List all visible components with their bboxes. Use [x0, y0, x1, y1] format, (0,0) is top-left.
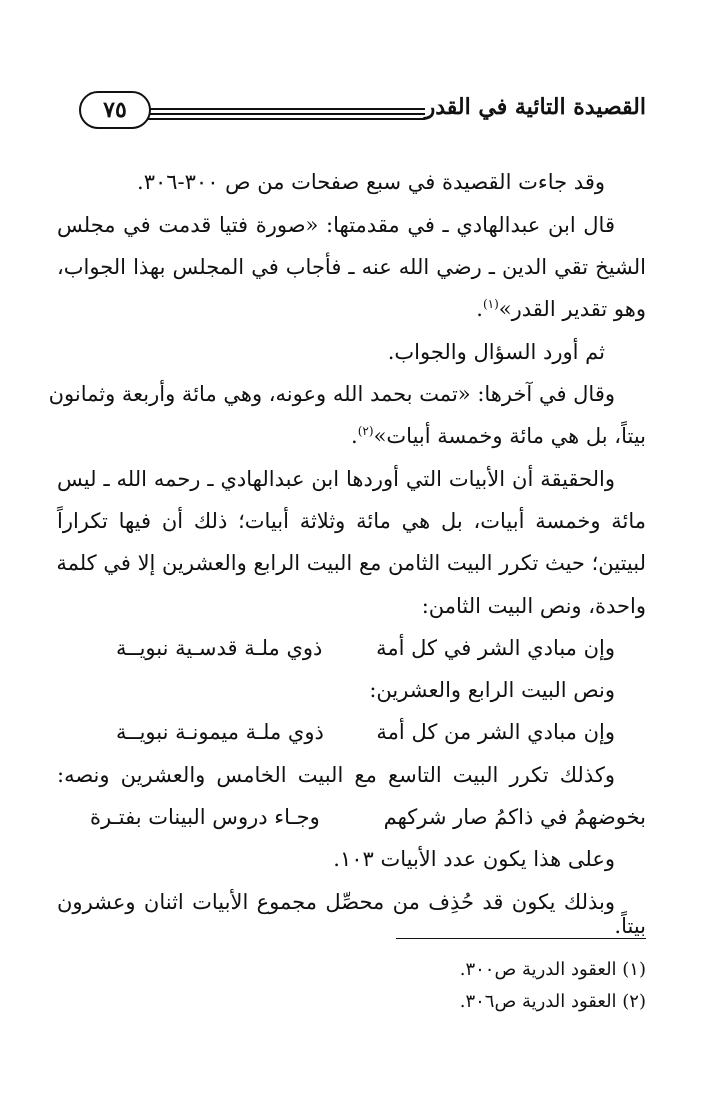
page-number-badge — [79, 91, 151, 129]
text-line-13: وكذلك تكرر البيت التاسع مع البيت الخامس والعشرين ونصه: — [57, 763, 615, 787]
text-line-4 — [476, 294, 646, 324]
page-number: ٧٥ — [103, 97, 127, 123]
verse-3-second-hemistich: وجـاء دروس البينات بفتـرة — [90, 805, 320, 829]
header-rule-bottom — [142, 118, 425, 120]
footnote-1: (١) العقود الدرية ص٣٠٠. — [459, 959, 646, 980]
footnote-2: (٢) العقود الدرية ص٣٠٦. — [459, 991, 646, 1012]
text-line-15: وبذلك يكون قد حُذِف من محصِّل مجموع الأبيات اثنان وعشرون — [57, 890, 615, 914]
text-line-9: مائة وخمسة أبيات، بل هي مائة وثلاثة أبيات؛ ذلك أن فيها تكراراً — [57, 509, 646, 533]
verse-1-first-hemistich: وإن مبادي الشر في كل أمة — [376, 636, 615, 660]
text-line-10: لبيتين؛ حيث تكرر البيت الثامن مع البيت الرابع والعشرين إلا في كلمة — [56, 551, 646, 575]
text-line-4-main: وهو تقدير القدر» — [498, 297, 646, 321]
footnote-separator — [396, 938, 646, 939]
header-rule-middle — [142, 113, 425, 115]
verse-1-second-hemistich: ذوي ملـة قدسـية نبويــة — [116, 636, 323, 660]
footnote-ref-1: (١) — [482, 297, 499, 311]
text-line-7-main: بيتاً، بل هي مائة وخمسة أبيات» — [373, 424, 646, 448]
verse-3-first-hemistich: بخوضهمُ في ذاكمُ صار شركهم — [383, 805, 646, 829]
text-line-2: قال ابن عبدالهادي ـ في مقدمتها: «صورة فتيا قدمت في مجلس — [57, 213, 615, 237]
footnote-ref-2: (٢) — [357, 424, 374, 438]
verse-2-first-hemistich: وإن مبادي الشر من كل أمة — [376, 720, 615, 744]
text-line-14: وعلى هذا يكون عدد الأبيات ١٠٣. — [333, 847, 615, 871]
text-line-6: وقال في آخرها: «تمت بحمد الله وعونه، وهي مائة وأربعة وثمانون — [48, 382, 615, 406]
text-line-16: بيتاً. — [614, 914, 646, 938]
text-line-12: ونص البيت الرابع والعشرين: — [369, 678, 615, 702]
text-line-8: والحقيقة أن الأبيات التي أوردها ابن عبدالهادي ـ رحمه الله ـ ليس — [57, 467, 615, 491]
text-line-4-end: . — [476, 297, 483, 321]
text-line-1: وقد جاءت القصيدة في سبع صفحات من ص ٣٠٠-٣٠٦. — [137, 170, 605, 194]
text-line-7-end: . — [351, 424, 358, 448]
text-line-7 — [351, 421, 646, 451]
text-line-3: الشيخ تقي الدين ـ رضي الله عنه ـ فأجاب في المجلس بهذا الجواب، — [57, 255, 646, 279]
verse-2-second-hemistich: ذوي ملـة ميمونـة نبويــة — [116, 720, 324, 744]
header-rule-top — [142, 108, 425, 110]
text-line-5: ثم أورد السؤال والجواب. — [387, 340, 605, 364]
running-head-title: القصيدة التائية في القدر — [424, 94, 646, 120]
text-line-11: واحدة، ونص البيت الثامن: — [421, 594, 646, 618]
